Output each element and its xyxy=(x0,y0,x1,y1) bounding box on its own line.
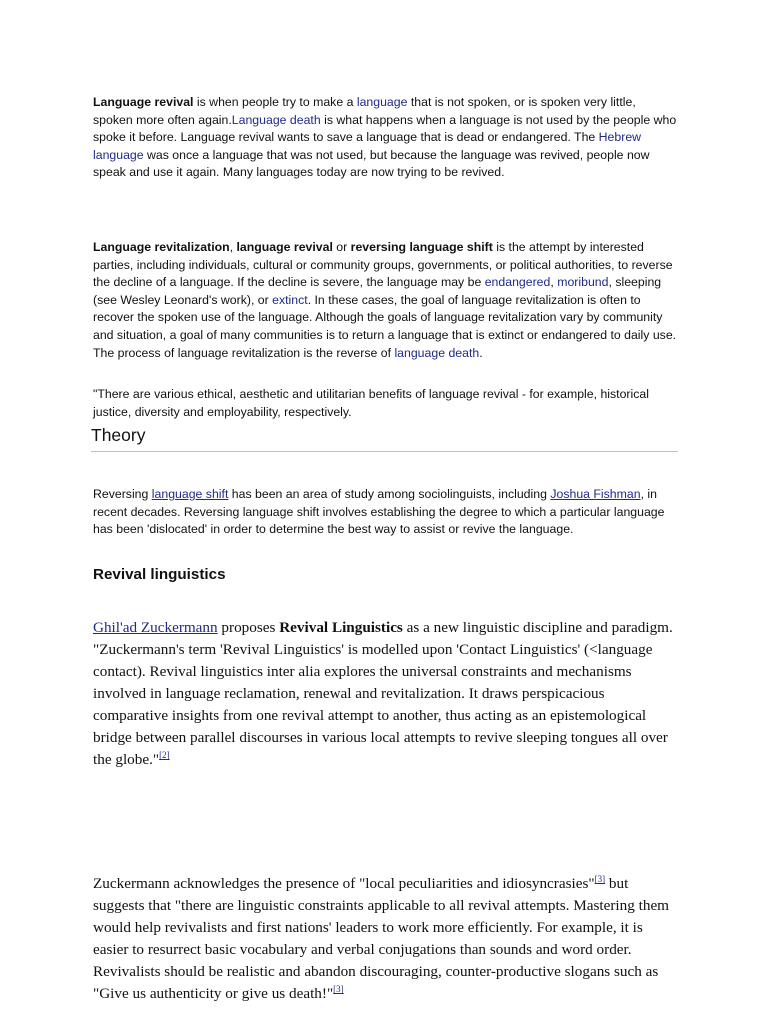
text: is when people try to make a xyxy=(193,95,357,109)
text: , xyxy=(229,240,237,254)
paragraph-revival-linguistics xyxy=(93,617,678,771)
link-language-shift[interactable]: language shift xyxy=(151,487,229,501)
link-extinct[interactable]: extinct xyxy=(272,292,308,307)
citation-link-3[interactable]: [3] xyxy=(594,874,606,884)
text: but suggests that "there are linguistic constraints applicable to all revival attempts. Mastering them would help revivalists and first nations' leaders to work more efficiently. For example, it is easier to resurrect basic vocabulary and verbal conjugations than sounds and word order. Revivalists should be realistic and abandon discouraging, counter-productive slogans such as "Give us authenticity or give us death!" xyxy=(93,875,669,1002)
citation xyxy=(159,750,170,760)
bold-term: language revival xyxy=(236,240,333,254)
paragraph-intro xyxy=(93,94,678,182)
text: was once a language that was not used, but because the language was revived, people now speak and use it again. Many languages today are now trying to be revived. xyxy=(93,147,650,180)
link-language-death[interactable]: language death xyxy=(394,345,480,360)
text: proposes xyxy=(217,619,280,636)
text: Zuckermann acknowledges the presence of "local peculiarities and idiosyncrasies" xyxy=(93,875,595,892)
text: . xyxy=(479,345,483,360)
paragraph-zuckermann xyxy=(93,873,678,1005)
text: or xyxy=(332,240,351,254)
bold-term: Language revitalization xyxy=(93,240,230,254)
link-language[interactable]: language xyxy=(356,95,408,109)
paragraph-benefits: "There are various ethical, aesthetic and utilitarian benefits of language revival - for example, historical justice, diversity and employability, respectively. xyxy=(93,387,649,419)
heading-theory: Theory xyxy=(91,425,678,452)
text: , in recent decades. Reversing language shift involves establishing the degree to which a particular language has been 'dislocated' in order to determine the best way to assist or revive the language. xyxy=(93,487,665,537)
text: that is not spoken, or is spoken very little, spoken more often again. xyxy=(93,95,636,127)
text: . In these cases, the goal of language revitalization is often to recover the spoken use of the language. Although the goals of language revitalization vary by community and situation, a goal of many communities is to return a language that is extinct or endangered to daily use. The process of language revitalization is the reverse of xyxy=(93,292,677,360)
text: , sleeping (see Wesley Leonard's work), or xyxy=(93,275,662,307)
paragraph-theory xyxy=(93,486,678,539)
text: Reversing xyxy=(93,487,152,501)
link-joshua-fishman[interactable]: Joshua Fishman xyxy=(550,487,641,501)
link-language-death[interactable]: Language death xyxy=(231,112,321,127)
bold-term: Language revival xyxy=(93,95,194,109)
text: is what happens when a language is not used by the people who spoke it before. Language revival wants to save a language that is dead or endangered. The xyxy=(93,112,677,145)
link-moribund[interactable]: moribund xyxy=(557,275,609,290)
link-ghilad-zuckermann[interactable]: Ghil'ad Zuckermann xyxy=(93,619,218,636)
paragraph-revitalization xyxy=(93,239,678,362)
link-endangered[interactable]: endangered xyxy=(484,275,551,290)
citation xyxy=(595,874,606,884)
text: is the attempt by interested parties, including individuals, cultural or community groups, governments, or political authorities, to reverse the decline of a language. If the decline is severe, the language may be xyxy=(93,240,673,290)
bold-term: Revival Linguistics xyxy=(279,619,403,636)
link-hebrew-language[interactable]: Hebrew language xyxy=(93,130,642,162)
citation xyxy=(333,984,344,994)
text: , xyxy=(550,275,558,290)
heading-revival-linguistics: Revival linguistics xyxy=(93,566,226,583)
citation-link-3[interactable]: [3] xyxy=(333,984,344,994)
text: has been an area of study among sociolinguists, including xyxy=(228,487,551,501)
citation-link-2[interactable]: [2] xyxy=(159,750,170,760)
bold-term: reversing language shift xyxy=(350,240,493,254)
text: as a new linguistic discipline and paradigm. "Zuckermann's term 'Revival Linguistics' is modelled upon 'Contact Linguistics' (<language contact). Revival linguistics inter alia explores the universal constraints and mechanisms involved in language reclamation, renewal and revitalization. It draws perspicacious comparative insights from one revival attempt to another, thus acting as an epistemological bridge between parallel discourses in various local attempts to revive sleeping tongues all over the globe." xyxy=(93,619,673,768)
